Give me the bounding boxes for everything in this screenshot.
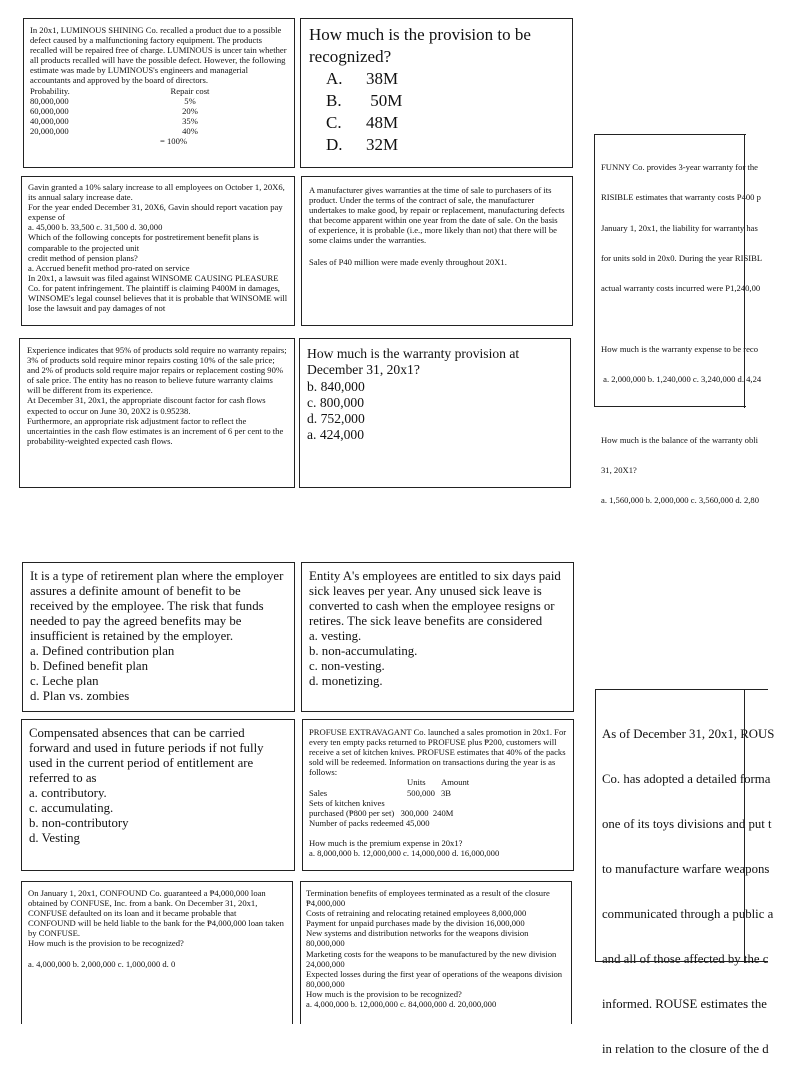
purchased-line: purchased (₱800 per set) 300,000 240M xyxy=(309,807,454,818)
funny-warranty-card xyxy=(594,134,763,506)
knives-label: Sets of kitchen knives xyxy=(309,797,385,808)
sick-leave-card xyxy=(301,562,574,712)
gavin-vacation-card xyxy=(21,176,295,326)
confound-guarantee-card xyxy=(21,881,293,1024)
compensated-absences-card xyxy=(21,719,295,871)
option-a[interactable]: a. 424,000 xyxy=(307,427,365,443)
text-line: and all of those affected by the c xyxy=(602,952,769,966)
units-header: Units xyxy=(407,777,426,788)
text-line: New systems and distribution networks for the weapons division 80,000,000 xyxy=(306,928,529,949)
option-c[interactable]: c. 800,000 xyxy=(307,394,365,410)
divider xyxy=(744,689,745,963)
table-cell: 60,000,000 xyxy=(30,105,69,116)
text-line: communicated through a public a xyxy=(602,907,774,921)
repair-cost-header: Repair cost xyxy=(170,85,210,96)
sales-text: Sales of P40 million were made evenly throughout 20X1. xyxy=(309,256,507,267)
text-line: RISIBLE estimates that warranty costs P400 p xyxy=(601,192,761,203)
table-cell: 35% xyxy=(182,115,198,126)
text-line: a. 1,560,000 b. 2,000,000 c. 3,560,000 d. 2,80 xyxy=(601,495,760,506)
manufacturer-warranty-card xyxy=(301,176,573,326)
profuse-problem-text: PROFUSE EXTRAVAGANT Co. launched a sales promotion in 20x1. For every ten empty packs returned to PROFUSE plus ₱200, customers will receive a set of kitchen knives. PROFUSE estimates that 40% of the packs sold will be redeemed. Information on transactions during the year is as follows: xyxy=(309,727,567,778)
warranty-experience-card xyxy=(19,338,295,488)
text-line: Marketing costs for the weapons to be manufactured by the new division 24,000,000 xyxy=(306,948,557,969)
option-b[interactable]: b. Defined benefit plan xyxy=(30,659,148,673)
option-b[interactable]: B. 50M xyxy=(326,91,403,110)
sick-leave-question: Entity A's employees are entitled to six days paid sick leaves per year. Any unused sick leave is converted to cash when the employee resigns or retires. The sick leave benefits are considered xyxy=(309,569,561,628)
text-line: to manufacture warfare weapons xyxy=(602,862,770,876)
table-cell: 20% xyxy=(182,105,198,116)
option-b[interactable]: b. non-accumulating. xyxy=(309,644,418,658)
provision-question: How much is the provision to be recognized? xyxy=(309,25,531,66)
sales-amount: 3B xyxy=(441,787,452,798)
divider xyxy=(595,961,745,962)
provision-answers[interactable]: a. 4,000,000 b. 12,000,000 c. 84,000,000 d. 20,000,000 xyxy=(306,999,497,1010)
warranty-provision-question-card xyxy=(299,338,571,488)
confound-problem-text: On January 1, 20x1, CONFOUND Co. guaranteed a ₱4,000,000 loan obtained by CONFUSE, Inc. from a bank. On December 31, 20x1, CONFUSE defaulted on its loan and it became probable that CONFOUND will be held liable to the bank for the ₱4,000,000 loan taken by CONFUSE. How much is the provision to be recognized? xyxy=(28,888,284,949)
redeemed-line: Number of packs redeemed 45,000 xyxy=(309,817,430,828)
option-d[interactable]: d. 752,000 xyxy=(307,411,365,427)
option-c[interactable]: C. 48M xyxy=(326,113,399,132)
option-c[interactable]: c. accumulating. xyxy=(29,801,114,815)
option-d[interactable]: d. Plan vs. zombies xyxy=(30,689,130,703)
termination-benefits-card xyxy=(300,881,572,1024)
text-line: actual warranty costs incurred were P1,240,00 xyxy=(601,283,761,294)
table-cell: 20,000,000 xyxy=(30,125,69,136)
table-total: = 100% xyxy=(160,136,188,147)
luminous-problem-text: In 20x1, LUMINOUS SHINING Co. recalled a product due to a possible defect caused by a malfunctioning factory equipment. The products recalled will be repaired free of charge. LUMINOUS is uncer tain whether all products recalled will have the possible defect. However, the following estimate was made by LUMINOUS's engineers and managerial accountants and approved by the board of directors. xyxy=(30,25,287,86)
text-line: FUNNY Co. provides 3-year warranty for the xyxy=(601,162,758,173)
sales-units: 500,000 xyxy=(407,787,435,798)
divider xyxy=(744,195,745,207)
text-line: for units sold in 20x0. During the year RISIBL xyxy=(601,253,763,264)
text-line: As of December 31, 20x1, ROUS xyxy=(602,727,775,741)
option-b[interactable]: b. non-contributory xyxy=(29,816,129,830)
compensated-absences-question: Compensated absences that can be carried forward and used in future periods if not fully used in the current period of entitlement are referred to as xyxy=(29,726,264,785)
warranty-experience-text: Experience indicates that 95% of products sold require no warranty repairs; 3% of products sold require minor repairs costing 10% of the sale price; and 2% of products sold require major repairs or replacement costing 90% of sale price. The entity has no reason to believe future warranty claims will be different from its experience. At December 31, 20x1, the appropriate discount factor for cash flows expected to occur on June 30, 20X2 is 0.95238. Furthermore, an appropriate risk adjustment factor to reflect the uncertainties in the cash flow estimates is an increment of 6 per cent to the probability-weighted expected cash flows. xyxy=(27,345,287,446)
text-line: Co. has adopted a detailed forma xyxy=(602,772,771,786)
text-line: Expected losses during the first year of operations of the weapons division 80,000,000 xyxy=(306,968,563,989)
text-line: Termination benefits of employees terminated as a result of the closure ₱4,000,000 xyxy=(306,888,550,909)
option-d[interactable]: d. Vesting xyxy=(29,831,80,845)
option-c[interactable]: c. Leche plan xyxy=(30,674,99,688)
probability-header: Probability. xyxy=(30,85,70,96)
divider xyxy=(744,134,745,408)
text-line: a. 2,000,000 b. 1,240,000 c. 3,240,000 d. 4,24 xyxy=(601,374,762,385)
text-line: Payment for unpaid purchases made by the division 16,000,000 xyxy=(306,918,525,929)
sales-label: Sales xyxy=(309,787,328,798)
luminous-recall-card xyxy=(23,18,295,168)
warranty-terms-text: A manufacturer gives warranties at the time of sale to purchasers of its product. Under the terms of the contract of sale, the manufacturer undertakes to make good, by repair or replacement, manufacturing defects that become apparent within one year from the date of sale. On the basis of experience, it is probable (i.e., more likely than not) that there will be some claims under the warranties. xyxy=(309,185,565,246)
text-line: one of its toys divisions and put t xyxy=(602,817,772,831)
text-line: How much is the warranty expense to be reco xyxy=(601,343,759,354)
premium-question: How much is the premium expense in 20x1? xyxy=(309,837,463,848)
table-cell: 5% xyxy=(184,95,196,106)
provision-question-card xyxy=(300,18,573,168)
option-a[interactable]: a. contributory. xyxy=(29,786,107,800)
profuse-premium-card xyxy=(302,719,574,871)
premium-answers[interactable]: a. 8,000,000 b. 12,000,000 c. 14,000,000 d. 16,000,000 xyxy=(309,848,500,859)
provision-question: How much is the provision to be recognized? xyxy=(306,988,462,999)
text-line: January 1, 20x1, the liability for warranty has xyxy=(601,222,758,233)
gavin-problem-text: Gavin granted a 10% salary increase to all employees on October 1, 20X6, its annual salary increase date. For the year ended December 31, 20X6, Gavin should report vacation pay expense of a. 45,000 b. 33,500 c. 31,500 d. 30,000 Which of the following concepts for postretirement benefit plans is comparable to the projected unit credit method of pension plans? a. Accrued benefit method pro-rated on service In 20x1, a lawsuit was filed against WINSOME CAUSING PLEASURE Co. for patent infringement. The plaintiff is claiming P400M in damages, WINSOME's legal counsel believes that it is probable that WINSOME will lose the lawsuit and pay damages of not xyxy=(28,182,288,314)
table-cell: 80,000,000 xyxy=(30,95,69,106)
table-cell: 40% xyxy=(182,125,198,136)
profuse-transactions-table xyxy=(309,777,567,797)
confound-answers[interactable]: a. 4,000,000 b. 2,000,000 c. 1,000,000 d. 0 xyxy=(28,958,176,969)
option-c[interactable]: c. non-vesting. xyxy=(309,659,385,673)
text-line: in relation to the closure of the d xyxy=(602,1042,769,1056)
amount-header: Amount xyxy=(441,777,470,788)
text-line: 31, 20X1? xyxy=(601,464,637,475)
option-a[interactable]: A. 38M xyxy=(326,69,399,88)
option-d[interactable]: d. monetizing. xyxy=(309,674,383,688)
option-a[interactable]: a. Defined contribution plan xyxy=(30,644,175,658)
table-cell: 40,000,000 xyxy=(30,115,69,126)
option-a[interactable]: a. vesting. xyxy=(309,629,362,643)
warranty-provision-question: How much is the warranty provision at December 31, 20x1? xyxy=(307,346,520,378)
rouse-closure-card xyxy=(595,689,775,1056)
option-d[interactable]: D. 32M xyxy=(326,135,399,154)
retirement-plan-question: It is a type of retirement plan where the employer assures a definite amount of benefit to be received by the employee. The risk that funds needed to pay the agreed benefits may be insufficient is retained by the employer. xyxy=(30,569,284,643)
provision-options xyxy=(309,68,564,156)
luminous-estimate-table xyxy=(30,86,288,147)
text-line: informed. ROUSE estimates the xyxy=(602,997,767,1011)
text-line: How much is the balance of the warranty obli xyxy=(601,434,759,445)
retirement-plan-card xyxy=(22,562,295,712)
option-b[interactable]: b. 840,000 xyxy=(307,378,365,394)
text-line: Costs of retraining and relocating retained employees 8,000,000 xyxy=(306,908,527,919)
